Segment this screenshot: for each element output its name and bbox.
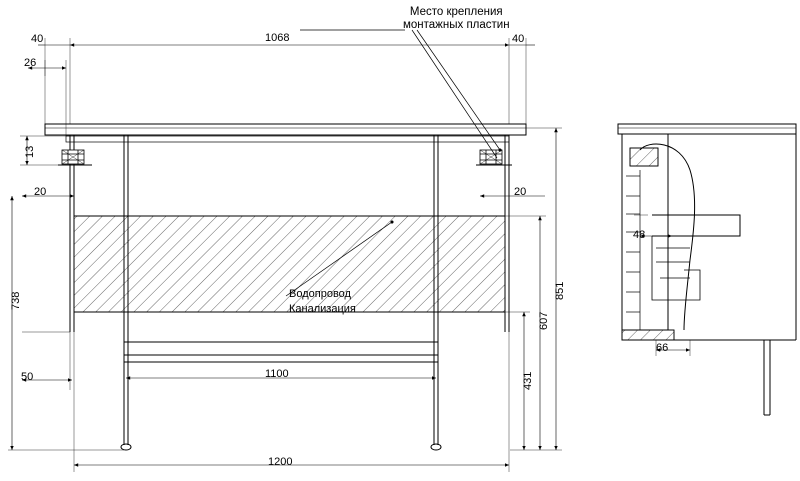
side-view-geometry xyxy=(618,124,796,415)
dim-label-607: 607 xyxy=(538,311,550,330)
dim-label-40-left: 40 xyxy=(31,33,44,45)
dim-label-66: 66 xyxy=(656,342,669,354)
dim-label-26: 26 xyxy=(24,57,37,69)
label-water-supply: Водопровод xyxy=(289,288,351,300)
dim-label-738: 738 xyxy=(10,291,22,310)
dim-label-40-right: 40 xyxy=(512,33,525,45)
dim-label-20-left: 20 xyxy=(34,186,47,198)
mounting-plate-note xyxy=(403,6,510,32)
mounting-plate-note-line2: монтажных пластин xyxy=(403,19,510,31)
mounting-plate-note-line1: Место крепления xyxy=(409,6,503,18)
dim-label-48: 48 xyxy=(633,229,646,241)
mounting-plate-left xyxy=(58,150,92,165)
dim-label-1100: 1100 xyxy=(265,368,289,380)
dim-label-1200: 1200 xyxy=(268,456,293,468)
dim-label-431: 431 xyxy=(522,371,534,390)
dim-label-1068: 1068 xyxy=(265,32,290,44)
dim-label-20-right: 20 xyxy=(514,186,527,198)
mounting-plate-right xyxy=(476,150,512,165)
dim-label-851: 851 xyxy=(554,281,566,300)
front-view-geometry xyxy=(45,124,526,450)
dim-label-50: 50 xyxy=(21,371,34,383)
label-sewer: Канализация xyxy=(289,303,356,315)
dim-label-13: 13 xyxy=(24,145,36,158)
